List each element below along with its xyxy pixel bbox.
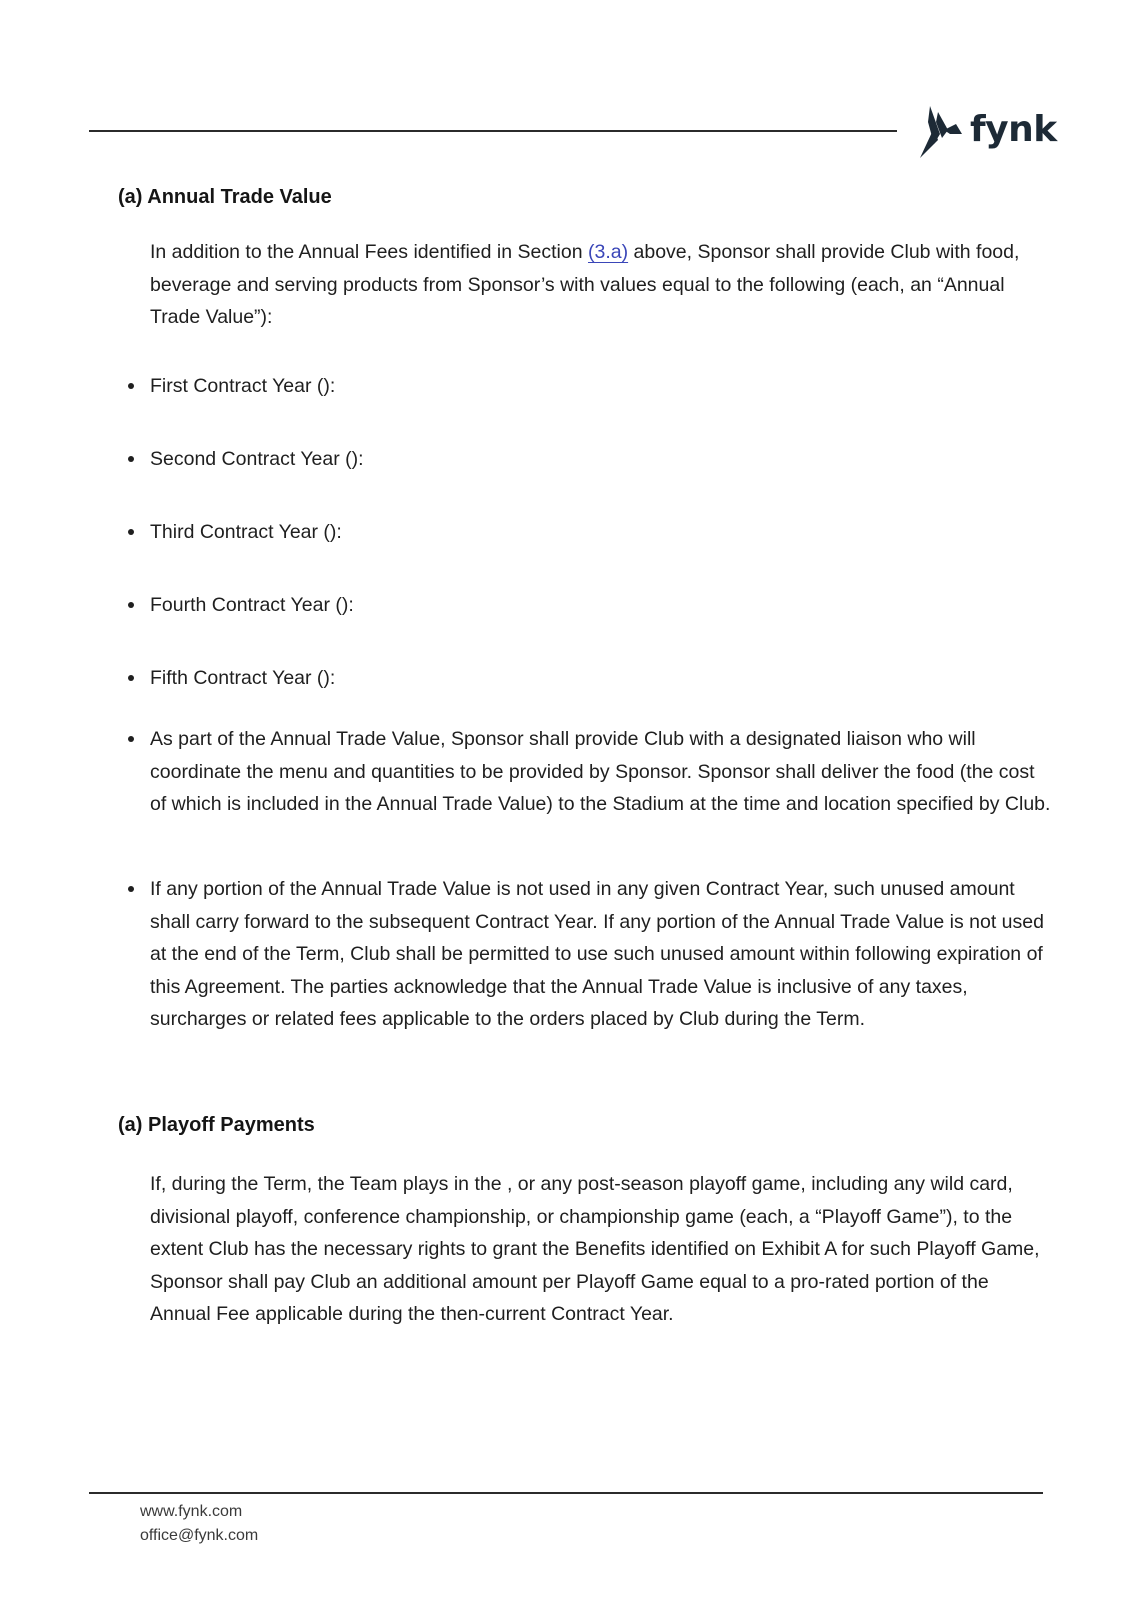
list-item-text: Fourth Contract Year (): [150, 594, 354, 616]
list-item [128, 723, 1053, 821]
intro-text-after-link: above, Sponsor shall provide Club with food, beverage and serving products from Sponsor’s with values equal to the following (each, an “Annual Trade Value”): [150, 241, 1020, 328]
footer-website: www.fynk.com [140, 1503, 243, 1520]
bullet-icon [128, 456, 134, 462]
section-heading-playoff-payments: (a) Playoff Payments [118, 1114, 315, 1136]
annual-trade-value-intro [150, 236, 1050, 334]
list-item-text: Second Contract Year (): [150, 448, 364, 470]
bird-icon [920, 104, 964, 160]
bullet-icon [128, 383, 134, 389]
list-item [128, 873, 1053, 1036]
list-item [128, 662, 1053, 695]
list-item [128, 589, 1053, 622]
list-item-text: If any portion of the Annual Trade Value is not used in any given Contract Year, such unused amount shall carry forward to the subsequent Contract Year. If any portion of the Annual Trade Value is not used at the end of the Term, Club shall be permitted to use such unused amount within following expiration of this Agreement. The parties acknowledge that the Annual Trade Value is inclusive of any taxes, surcharges or related fees applicable to the orders placed by Club during the Term. [150, 878, 1044, 1030]
section-heading-annual-trade-value: (a) Annual Trade Value [118, 186, 332, 208]
intro-text-before-link: In addition to the Annual Fees identified in Section [150, 241, 588, 263]
list-item-text: Third Contract Year (): [150, 521, 342, 543]
section-reference-link[interactable]: (3.a) [587, 241, 629, 263]
list-item [128, 443, 1053, 476]
list-item-text: As part of the Annual Trade Value, Sponsor shall provide Club with a designated liaison who will coordinate the menu and quantities to be provided by Sponsor. Sponsor shall deliver the food (the cost of which is included in the Annual Trade Value) to the Stadium at the time and location specified by Club. [150, 728, 1051, 815]
bullet-icon [128, 529, 134, 535]
bullet-icon [128, 675, 134, 681]
list-item [128, 370, 1053, 403]
bullet-icon [128, 736, 134, 742]
footer-email: office@fynk.com [140, 1527, 259, 1544]
bullet-icon [128, 602, 134, 608]
brand-name: fynk [970, 108, 1057, 150]
list-item-text: First Contract Year (): [150, 375, 336, 397]
list-item-text: Fifth Contract Year (): [150, 667, 336, 689]
playoff-payments-body: If, during the Term, the Team plays in the , or any post-season playoff game, including any wild card, divisional playoff, conference championship, or championship game (each, a “Playoff Game”), to the extent Club has the necessary rights to grant the Benefits identified on Exhibit A for such Playoff Game, Sponsor shall pay Club an additional amount per Playoff Game equal to a pro-rated portion of the Annual Fee applicable during the then-current Contract Year. [150, 1173, 1040, 1325]
footer-divider [89, 1492, 1043, 1494]
fynk-logo [920, 104, 1057, 160]
bullet-icon [128, 886, 134, 892]
header-divider [89, 130, 897, 132]
list-item [128, 516, 1053, 549]
